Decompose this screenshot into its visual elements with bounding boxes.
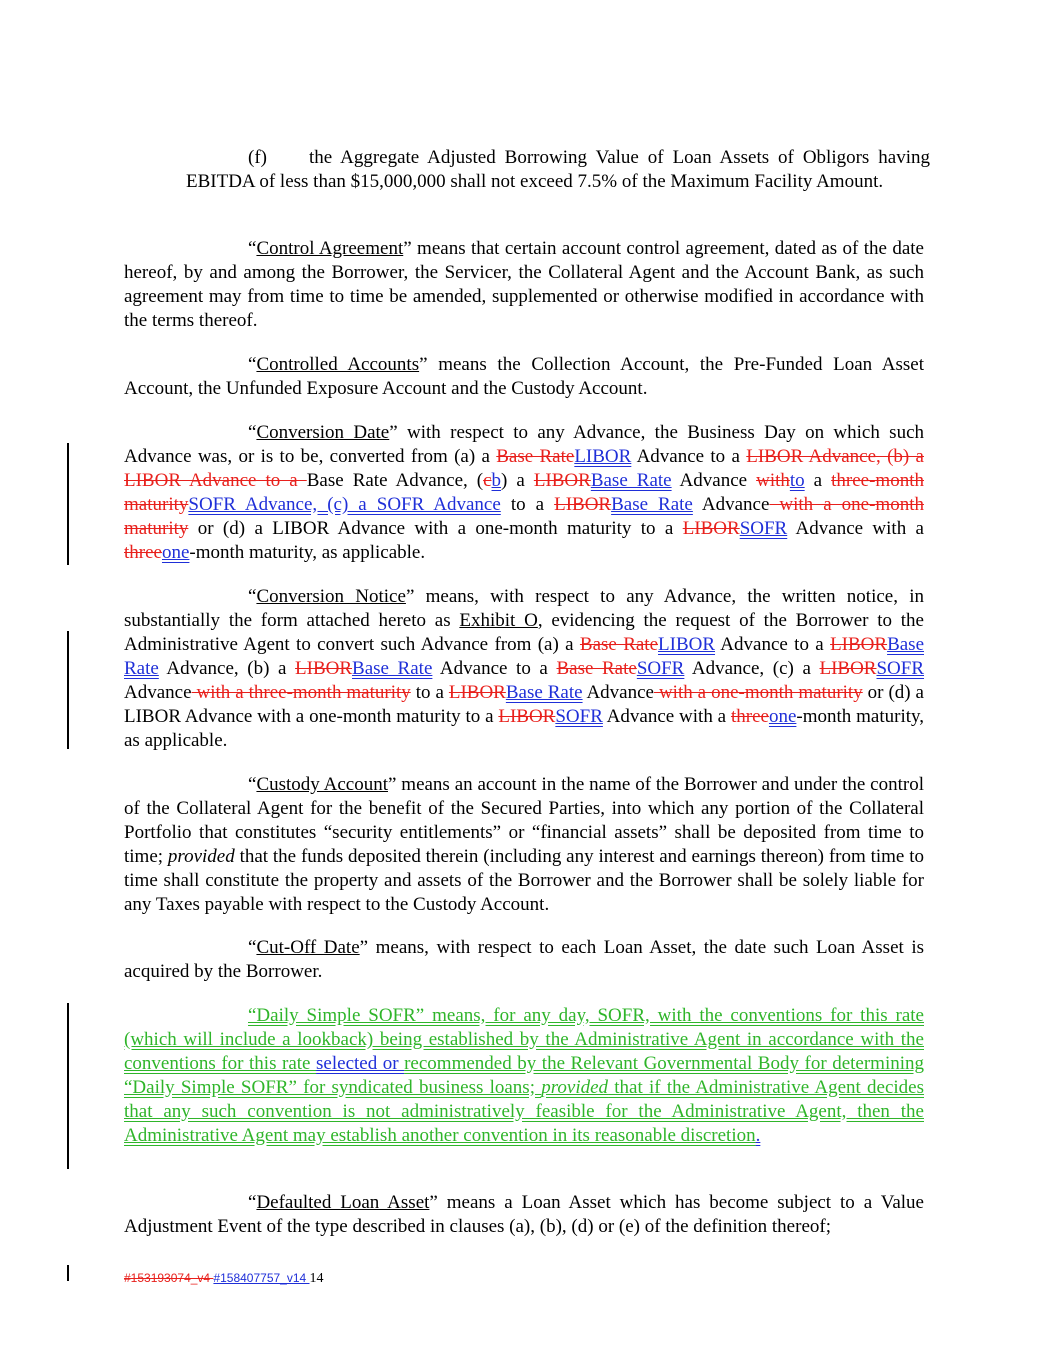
text: “ [248,354,257,375]
inserted-text: Base Rate [352,658,433,679]
text: ” with respect to any Advance, the Business Day on which such Advance was, or is to be, converted from (a) a [124,422,924,467]
text: Advance [671,470,757,491]
text: “ [248,774,257,795]
paragraph-clause-f [186,146,930,194]
deleted-text: Base Rate [556,658,637,679]
paragraph-cut-off-date [124,936,924,984]
inserted-text: one [161,542,190,563]
deleted-text: three-month maturity [124,470,924,515]
deleted-text: LIBOR [554,494,612,515]
deleted-text: with a three-month maturity [191,682,411,703]
inserted-text-moved-italic: provided [541,1077,609,1098]
text: ” means, with respect to each Loan Asset, the date such Loan Asset is acquired by the Borrower. [124,937,924,982]
text: ) a [501,470,534,491]
change-bar [67,631,69,749]
text: to a [410,682,449,703]
deleted-text: three [730,706,769,727]
italic-text: provided [167,846,235,867]
deleted-doc-id: #153193074_v4 [124,1271,214,1285]
deleted-text: with a one-month maturity [124,494,924,539]
inserted-text-moved: that if the Administrative Agent decides that any such convention is not administratively feasible for the Administrative Agent, then the Administrative Agent may establish another convention in its reasonable discretion [124,1077,924,1146]
text: “ [248,238,257,259]
page-number: 14 [309,1271,324,1286]
deleted-text: with a one-month maturity [654,682,863,703]
inserted-text: Base Rate [590,470,672,491]
defined-term: Controlled Accounts [256,354,420,375]
deleted-text: LIBOR [682,518,740,539]
deleted-text: LIBOR Advance, (b) a LIBOR Advance to a [124,446,924,491]
text: Advance to a [631,446,747,467]
inserted-text: SOFR [876,658,925,679]
deleted-text: with [756,470,790,491]
defined-term: Custody Account [256,774,388,795]
text: ” means, with respect to any Advance, the written notice, in substantially the form attached hereto as [124,586,924,631]
inserted-text-moved: “Daily Simple SOFR” means, for any day, SOFR, with the conventions for this rate (which will include a lookback) being established by the Administrative Agent in accordance with the conventions for this rate [124,1005,924,1074]
text: Advance [582,682,654,703]
text: Advance to a [715,634,831,655]
paragraph-conversion-notice [124,585,924,753]
paragraph-controlled-accounts [124,353,924,401]
inserted-text: SOFR [555,706,603,727]
defined-term: Conversion Notice [256,586,406,607]
text: or (d) a LIBOR Advance with a one-month maturity to a [188,518,683,539]
defined-term: Exhibit O [459,610,538,631]
text: “ [248,1192,257,1213]
inserted-text: SOFR [636,658,685,679]
text: that the funds deposited therein (including any interest and earnings thereon) from time to time shall constitute the property and assets of the Borrower and the Borrower shall be solely liable for any Taxes payable with respect to the Custody Account. [124,846,924,915]
text: to a [500,494,555,515]
text: Advance with a [602,706,731,727]
deleted-text: LIBOR [819,658,877,679]
inserted-text: Base Rate [124,634,924,679]
text: Advance, (c) a [684,658,820,679]
defined-term: Cut-Off Date [256,937,360,958]
text: (f) [248,147,267,168]
defined-term: Defaulted Loan Asset [256,1192,430,1213]
text: -month maturity, as applicable. [124,706,925,751]
text: or (d) a LIBOR Advance with a one-month maturity to a [124,682,924,727]
defined-term: Control Agreement [256,238,404,259]
text: ” means an account in the name of the Borrower and under the control of the Collateral Agent for the benefit of the Secured Parties, into which any portion of the Collateral Portfolio that constitutes “security entitlements” or “financial assets” shall be deposited from time to time; [124,774,924,867]
deleted-text: Base Rate [579,634,659,655]
deleted-text: LIBOR [533,470,591,491]
deleted-text: LIBOR [830,634,888,655]
text: , evidencing the request of the Borrower to the Administrative Agent to convert such Advance from (a) a [124,610,924,655]
deleted-text: c [483,470,492,491]
text: ” means the Collection Account, the Pre-Funded Loan Asset Account, the Unfunded Exposure Account and the Custody Account. [124,354,925,399]
deleted-text: three [124,542,162,563]
inserted-text: to [789,470,805,491]
inserted-doc-id: #158407757_v14 [213,1271,310,1285]
inserted-text: SOFR [739,518,788,539]
inserted-text: selected or [316,1053,405,1074]
deleted-text: LIBOR [498,706,556,727]
inserted-text: b [491,470,502,491]
text: “ [248,937,257,958]
inserted-text: LIBOR [658,634,716,655]
footer [124,1266,324,1291]
text: Base Rate Advance, ( [306,470,484,491]
paragraph-custody-account [124,773,924,917]
deleted-text: LIBOR [295,658,353,679]
text: Advance with a [787,518,924,539]
defined-term: Conversion Date [256,422,390,443]
text: Advance [124,682,192,703]
paragraph-daily-simple-sofr [124,1004,924,1148]
text: Advance, (b) a [158,658,296,679]
text: -month maturity, as applicable. [189,542,426,563]
text: ” means a Loan Asset which has become subject to a Value Adjustment Event of the type described in clauses (a), (b), (d) or (e) of the definition thereof; [124,1192,924,1237]
inserted-text: one [768,706,797,727]
inserted-text: LIBOR [574,446,632,467]
text: “ [248,586,257,607]
deleted-text: LIBOR [448,682,506,703]
text: Advance to a [432,658,557,679]
inserted-text-moved: recommended by the Relevant Governmental Body for determining “Daily Simple SOFR” for syndicated business loans; [124,1053,924,1098]
paragraph-defaulted-loan-asset [124,1191,924,1239]
text: “ [248,422,257,443]
inserted-text: SOFR Advance, (c) a SOFR Advance [188,494,501,515]
inserted-text: Base Rate [611,494,693,515]
change-bar [67,443,69,565]
text: ” means that certain account control agreement, dated as of the date hereof, by and among the Borrower, the Servicer, the Collateral Agent and the Account Bank, as such agreement may from time to time be amended, supplemented or otherwise modified in accordance with the terms thereof. [124,238,924,331]
inserted-text: . [755,1125,761,1146]
change-bar [67,1003,69,1169]
text: a [804,470,832,491]
paragraph-conversion-date [124,421,924,565]
paragraph-control-agreement [124,237,924,333]
inserted-text: Base Rate [505,682,583,703]
text: the Aggregate Adjusted Borrowing Value of Loan Assets of Obligors having EBITDA of less than $15,000,000 shall not exceed 7.5% of the Maximum Facility Amount. [186,147,930,192]
change-bar [67,1265,69,1281]
deleted-text: Base Rate [496,446,575,467]
text: Advance [692,494,770,515]
